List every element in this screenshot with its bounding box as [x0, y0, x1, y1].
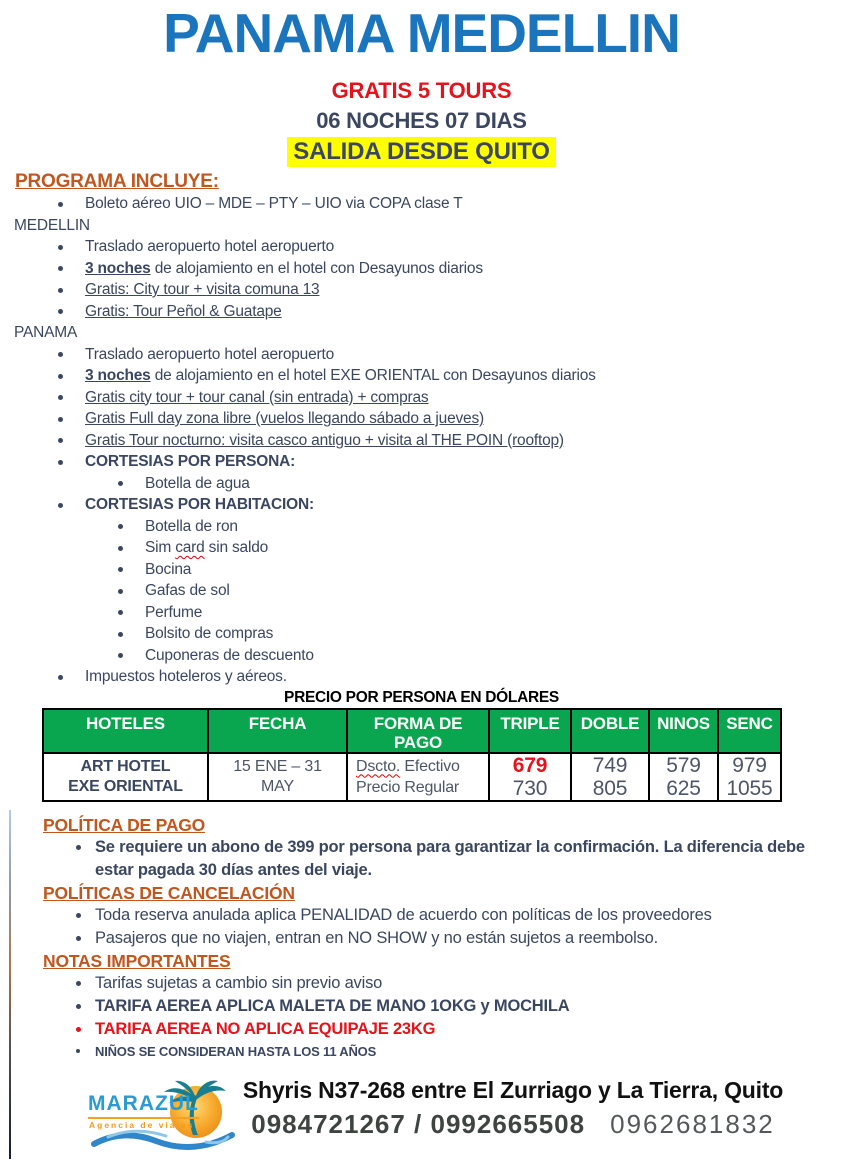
note-carryon: TARIFA AEREA APLICA MALETA DE MANO 1OKG y MOCHILA	[0, 995, 843, 1018]
bullet-bolsito: Bolsito de compras	[0, 623, 843, 645]
bullet-gafas: Gafas de sol	[0, 580, 843, 602]
senc-efectivo: 979	[732, 753, 767, 777]
hotel-line1: ART HOTEL	[80, 757, 171, 775]
nights-days-line: 06 NOCHES 07 DIAS	[316, 108, 527, 133]
cancel-policy-heading: POLÍTICAS DE CANCELACIÓN	[43, 882, 295, 903]
bullet-taxes: Impuestos hoteleros y aéreos.	[0, 666, 843, 688]
hotel-line2: EXE ORIENTAL	[68, 777, 183, 795]
senc-regular: 1055	[726, 776, 773, 800]
note-fare-change: Tarifas sujetas a cambio sin previo aviso	[0, 972, 843, 995]
bullet-medellin-nights	[0, 258, 843, 280]
panama-nights-rest: de alojamiento en el hotel EXE ORIENTAL con Desayunos diarios	[150, 367, 596, 384]
col-header-hoteles: HOTELES	[43, 709, 208, 753]
flyer-header	[0, 2, 843, 167]
departure-line-wrap	[0, 137, 843, 167]
pago-misspelled-word: Dscto.	[356, 757, 401, 775]
panama-nights-bold: 3 noches	[85, 367, 151, 384]
programa-list	[0, 193, 843, 688]
logo-art-icon	[86, 1078, 236, 1160]
cell-hotel	[43, 753, 208, 801]
col-header-doble: DOBLE	[571, 709, 649, 753]
waves-icon	[94, 1131, 232, 1147]
page-title: PANAMA MEDELLIN	[163, 2, 680, 64]
bullet-panama-nights	[0, 365, 843, 387]
payment-policy-heading: POLÍTICA DE PAGO	[43, 814, 206, 835]
cell-forma-pago	[347, 753, 489, 801]
triple-efectivo: 679	[512, 753, 548, 777]
cell-senc	[718, 753, 781, 801]
bullet-panama-transfer: Traslado aeropuerto hotel aeropuerto	[0, 344, 843, 366]
triple-regular: 730	[512, 776, 548, 800]
phone-numbers-bold: 0984721267 / 0992665508	[251, 1109, 586, 1139]
medellin-nights-bold: 3 noches	[85, 259, 151, 277]
cortesias-persona-heading: CORTESIAS POR PERSONA:	[0, 451, 843, 473]
note-no-checked-bag: TARIFA AEREA NO APLICA EQUIPAJE 23KG	[0, 1018, 843, 1041]
col-header-fecha: FECHA	[208, 709, 347, 753]
free-tours-banner: GRATIS 5 TOURS	[331, 78, 512, 103]
bullet-medellin-transfer: Traslado aeropuerto hotel aeropuerto	[0, 236, 843, 258]
col-header-ninos: NINOS	[649, 709, 718, 753]
price-table-title: PRECIO POR PERSONA EN DÓLARES	[284, 688, 559, 706]
note-children-age: NIÑOS SE CONSIDERAN HASTA LOS 11 AÑOS	[0, 1041, 843, 1062]
bullet-flight: Boleto aéreo UIO – MDE – PTY – UIO via COPA clase T	[0, 193, 843, 215]
bullet-perfume: Perfume	[0, 602, 843, 624]
bullet-medellin-tour1: Gratis: City tour + visita comuna 13	[0, 279, 843, 301]
policies-section	[0, 814, 843, 1062]
fecha-line2: MAY	[261, 777, 294, 795]
bullet-botella-agua: Botella de agua	[0, 473, 843, 495]
col-header-triple: TRIPLE	[489, 709, 571, 753]
medellin-label: MEDELLIN	[14, 216, 90, 234]
bullet-panama-tour1: Gratis city tour + tour canal (sin entrada) + compras	[0, 387, 843, 409]
price-table-data-row	[43, 753, 781, 801]
ninos-efectivo: 579	[666, 753, 701, 777]
fecha-line1: 15 ENE – 31	[233, 757, 322, 775]
bullet-sim-card	[0, 537, 843, 559]
sim-rest: sin saldo	[204, 539, 269, 556]
payment-policy-bullet: Se requiere un abono de 399 por persona para garantizar la confirmación. La diferencia debe estar pagada 30 días antes del viaje.	[0, 836, 838, 882]
doble-efectivo: 749	[592, 753, 628, 777]
logo-tagline: Agencia de viajes	[89, 1120, 195, 1130]
pago-line1-rest: Efectivo	[400, 757, 460, 775]
ninos-regular: 625	[666, 776, 701, 800]
marazul-logo	[86, 1078, 236, 1158]
col-header-forma-pago: FORMA DE PAGO	[347, 709, 489, 753]
doble-regular: 805	[592, 776, 628, 800]
sim-misspelled-word: card	[175, 539, 205, 556]
programa-heading: PROGRAMA INCLUYE:	[15, 171, 219, 192]
logo-name: MARAZUL	[88, 1092, 199, 1119]
cell-triple	[489, 753, 571, 801]
price-table-header-row	[43, 709, 781, 753]
departure-highlight: SALIDA DESDE QUITO	[287, 137, 555, 167]
pago-line1	[356, 756, 488, 777]
bullet-cuponeras: Cuponeras de descuento	[0, 645, 843, 667]
important-notes-heading: NOTAS IMPORTANTES	[43, 950, 231, 971]
bullet-panama-tour3: Gratis Tour nocturno: visita casco antiguo + visita al THE POIN (rooftop)	[0, 430, 843, 452]
cell-fecha	[208, 753, 347, 801]
bullet-medellin-tour2: Gratis: Tour Peñol & Guatape	[0, 301, 843, 323]
agency-footer	[0, 1072, 843, 1159]
bullet-panama-tour2: Gratis Full day zona libre (vuelos llegando sábado a jueves)	[0, 408, 843, 430]
cell-ninos	[649, 753, 718, 801]
panama-label: PANAMA	[14, 324, 78, 341]
cancel-bullet-1: Toda reserva anulada aplica PENALIDAD de acuerdo con políticas de los proveedores	[0, 904, 843, 927]
cortesias-habitacion-heading: CORTESIAS POR HABITACION:	[0, 494, 843, 516]
medellin-nights-rest: de alojamiento en el hotel con Desayunos diarios	[150, 259, 483, 277]
footer-contact-block	[218, 1076, 808, 1139]
sim-pre: Sim	[145, 539, 176, 556]
agency-phones	[218, 1109, 808, 1139]
cancel-bullet-2: Pasajeros que no viajen, entran en NO SHOW y no están sujetos a reembolso.	[0, 927, 843, 950]
phone-number-light: 0962681832	[610, 1109, 775, 1139]
bullet-botella-ron: Botella de ron	[0, 516, 843, 538]
price-table	[42, 708, 782, 802]
cell-doble	[571, 753, 649, 801]
pago-line2: Precio Regular	[356, 778, 460, 796]
agency-address: Shyris N37-268 entre El Zurriago y La Tierra, Quito	[242, 1077, 784, 1103]
col-header-senc: SENC	[718, 709, 781, 753]
bullet-bocina: Bocina	[0, 559, 843, 581]
